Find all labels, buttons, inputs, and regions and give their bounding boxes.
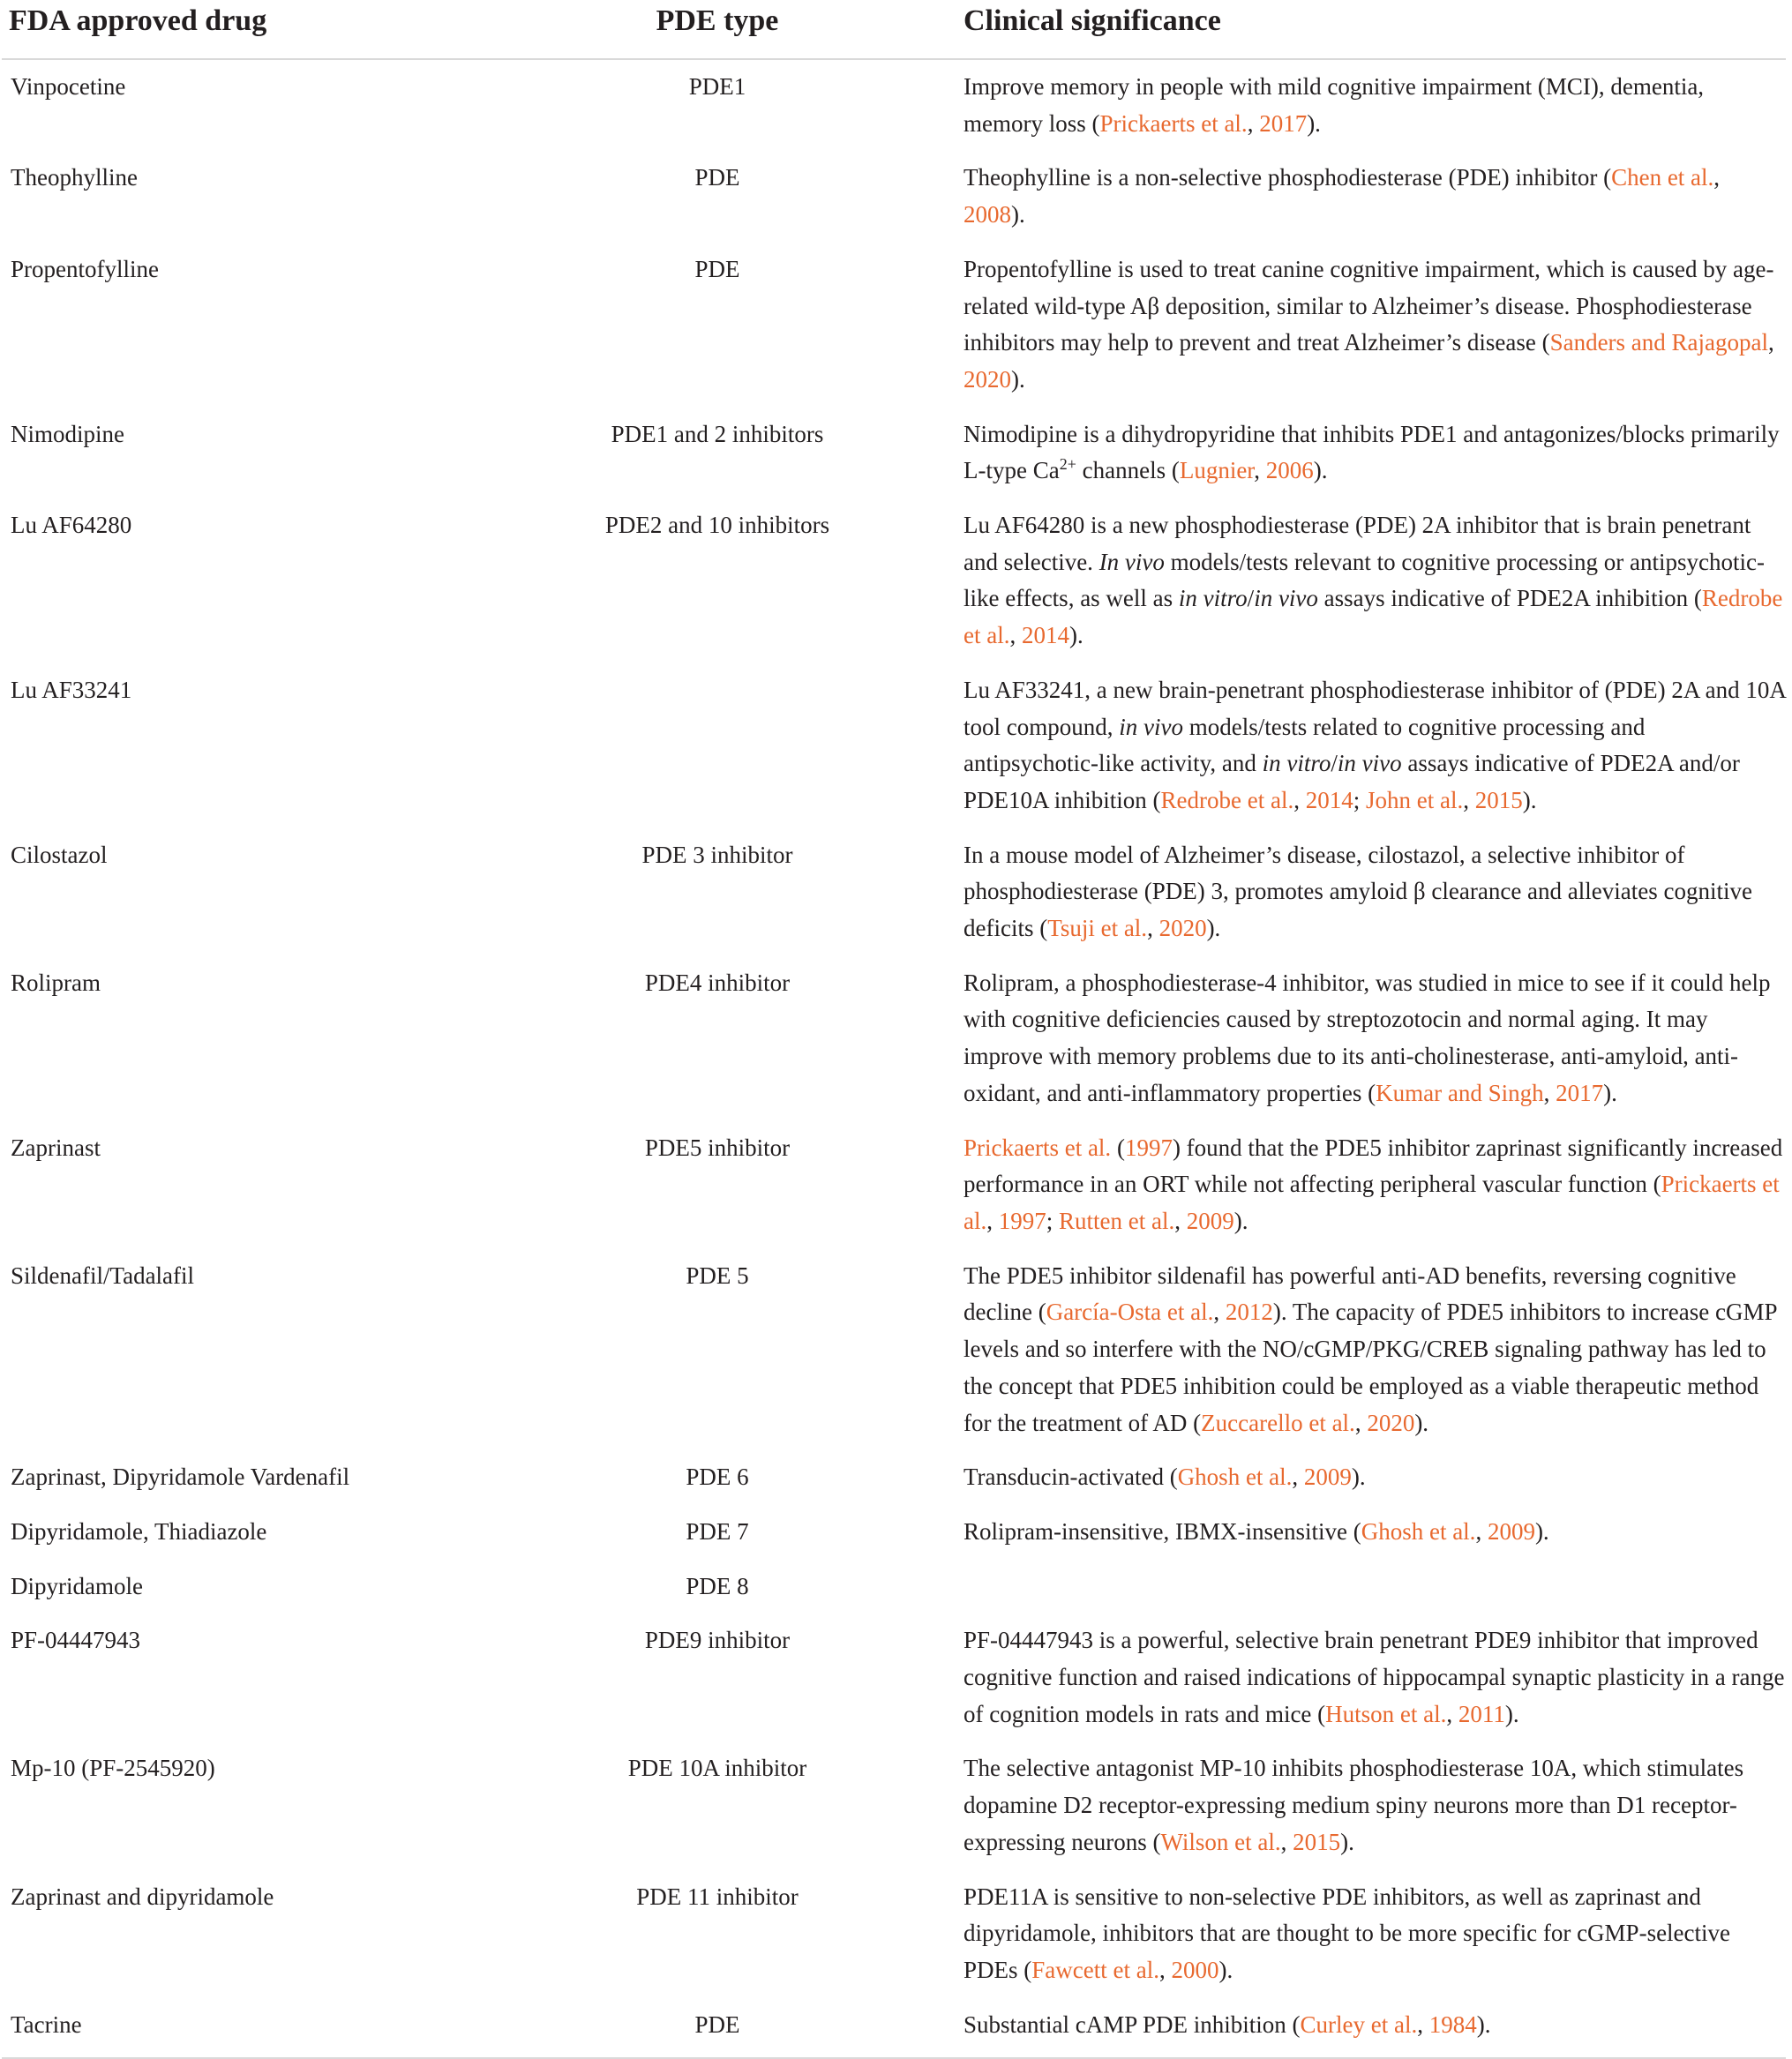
- citation-link[interactable]: Chen et al.: [1611, 164, 1714, 191]
- citation-link[interactable]: Lugnier: [1179, 457, 1255, 484]
- citation-link[interactable]: 2020: [1367, 1409, 1415, 1436]
- text-segment: ,: [1280, 1828, 1293, 1855]
- text-segment: models/tests related to cognitive processing and antipsychotic-like activity, and: [963, 713, 1646, 777]
- citation-link[interactable]: 2006: [1265, 457, 1314, 484]
- drug-cell: Zaprinast and dipyridamole: [11, 1883, 274, 1910]
- citation-link[interactable]: García-Osta et al.: [1046, 1299, 1214, 1326]
- pde-type-cell: PDE2 and 10 inhibitors: [604, 512, 830, 539]
- table-row: [2, 1505, 1786, 1560]
- citation-link[interactable]: 2017: [1259, 109, 1308, 137]
- drug-cell: Mp-10 (PF-2545920): [11, 1755, 215, 1782]
- citation-link[interactable]: 2008: [963, 201, 1011, 228]
- citation-link[interactable]: 1997: [1124, 1134, 1173, 1161]
- table-row: [2, 956, 1786, 1121]
- citation-link[interactable]: Kumar and Singh: [1376, 1079, 1544, 1106]
- citation-link[interactable]: John et al.: [1365, 786, 1464, 813]
- pde-type-cell: PDE1: [688, 73, 746, 100]
- table-row: [2, 1249, 1786, 1451]
- citation-link[interactable]: Zuccarello et al.: [1201, 1409, 1355, 1436]
- text-segment: ,: [1713, 164, 1721, 191]
- text-segment: ,: [1213, 1299, 1226, 1326]
- drug-cell: Nimodipine: [11, 420, 124, 447]
- text-segment: Transducin-activated (: [963, 1464, 1178, 1491]
- text-segment: ,: [1158, 1956, 1172, 1983]
- text-segment: ). The capacity of PDE5 inhibitors to increase cGMP levels and so interfere with the NO/cGMP/PKG/CREB signaling pathway has led to the concept that PDE5 inhibition could be employed as a viable therapeutic method for the treatment of AD (: [963, 1299, 1777, 1436]
- pde-type-cell: PDE: [694, 2010, 740, 2038]
- text-segment: Rolipram-insensitive, IBMX-insensitive (: [963, 1517, 1361, 1545]
- pde-type-cell: PDE 3 inhibitor: [641, 841, 793, 868]
- citation-link[interactable]: 2017: [1556, 1079, 1604, 1106]
- text-segment: ,: [1446, 1700, 1458, 1727]
- pde-type-cell: PDE: [694, 255, 740, 282]
- clinical-significance-cell: [939, 828, 1786, 956]
- table-row: [2, 1121, 1786, 1249]
- italic-text: in vivo: [1337, 750, 1402, 777]
- clinical-significance-cell: [939, 956, 1786, 1121]
- pde-type-cell: PDE: [694, 164, 740, 191]
- table-body: [2, 59, 1786, 2058]
- citation-link[interactable]: 2012: [1225, 1299, 1273, 1326]
- text-segment: ,: [1463, 786, 1475, 813]
- citation-link[interactable]: Redrobe et al.: [1160, 786, 1294, 813]
- citation-link[interactable]: Ghosh et al.: [1361, 1517, 1476, 1545]
- text-segment: ,: [1354, 1409, 1368, 1436]
- clinical-significance-cell: [939, 408, 1786, 498]
- text-segment: ,: [1174, 1207, 1187, 1234]
- text-segment: ).: [1504, 1700, 1519, 1727]
- text-segment: /: [1247, 585, 1255, 612]
- text-segment: ,: [1768, 329, 1774, 356]
- text-segment: PDE11A is sensitive to non-selective PDE inhibitors, as well as zaprinast and dipyridamole, inhibitors that are thought to be more specific for cGMP-selective PDEs (: [963, 1883, 1731, 1983]
- text-segment: Nimodipine is a dihydropyridine that inhibits PDE1 and antagonizes/blocks primarily L-type Ca: [963, 420, 1780, 484]
- text-segment: Propentofylline is used to treat canine cognitive impairment, which is caused by age-related wild-type Aβ deposition, similar to Alzheimer’s disease. Phosphodiesterase inhibitors may help to prevent and treat Alzheimer’s disease (: [963, 255, 1774, 356]
- citation-link[interactable]: Curley et al.: [1300, 2010, 1418, 2038]
- clinical-significance-cell: [939, 1121, 1786, 1249]
- clinical-significance-cell: [939, 1450, 1786, 1505]
- text-segment: Improve memory in people with mild cognitive impairment (MCI), dementia, memory loss (: [963, 73, 1705, 137]
- drug-cell: Cilostazol: [11, 841, 108, 868]
- text-segment: models/tests relevant to cognitive processing or antipsychotic-like effects, as well as: [963, 548, 1765, 612]
- citation-link[interactable]: Rutten et al.: [1059, 1207, 1175, 1234]
- text-segment: ,: [1543, 1079, 1556, 1106]
- text-segment: ,: [1247, 109, 1260, 137]
- header-drug: FDA approved drug: [2, 0, 496, 59]
- pde-type-cell: PDE5 inhibitor: [644, 1134, 791, 1161]
- text-segment: Substantial cAMP PDE inhibition (: [963, 2010, 1301, 2038]
- clinical-significance-cell: [939, 663, 1786, 828]
- pde-type-cell: PDE 11 inhibitor: [636, 1883, 799, 1910]
- pde-type-cell: PDE 8: [686, 1572, 749, 1599]
- citation-link[interactable]: Prickaerts et al.: [963, 1171, 1780, 1234]
- citation-link[interactable]: Prickaerts et al.: [1099, 109, 1248, 137]
- text-segment: ).: [1351, 1464, 1366, 1491]
- clinical-significance-cell: [939, 243, 1786, 408]
- text-segment: ;: [1353, 786, 1366, 813]
- text-segment: assays indicative of PDE2A and/or PDE10A inhibition (: [963, 750, 1740, 813]
- citation-link[interactable]: 2009: [1303, 1464, 1352, 1491]
- header-clinical-significance: Clinical significance: [939, 0, 1786, 59]
- citation-link[interactable]: Fawcett et al.: [1031, 1956, 1159, 1983]
- text-segment: Rolipram, a phosphodiesterase-4 inhibitor, was studied in mice to see if it could help with cognitive deficiencies caused by streptozotocin and normal aging. It may improve with memory problems due to its anti-cholinesterase, anti-amyloid, anti-oxidant, and anti-inflammatory properties (: [963, 969, 1771, 1106]
- citation-link[interactable]: 2020: [963, 365, 1011, 393]
- clinical-significance-cell: [939, 151, 1786, 242]
- italic-text: in vivo: [1254, 585, 1318, 612]
- citation-link[interactable]: 2009: [1487, 1517, 1535, 1545]
- table-row: [2, 408, 1786, 498]
- citation-link[interactable]: Ghosh et al.: [1177, 1464, 1293, 1491]
- clinical-significance-cell: [939, 1870, 1786, 1998]
- table-row: [2, 1560, 1786, 1614]
- text-segment: ).: [1414, 1409, 1429, 1436]
- text-segment: ).: [1340, 1828, 1354, 1855]
- text-segment: ).: [1313, 457, 1328, 484]
- table-row: [2, 663, 1786, 828]
- citation-link[interactable]: Sanders and Rajagopal: [1549, 329, 1768, 356]
- drug-cell: Sildenafil/Tadalafil: [11, 1262, 195, 1289]
- table-row: [2, 1870, 1786, 1998]
- table-row: [2, 1741, 1786, 1869]
- text-segment: assays indicative of PDE2A inhibition (: [1317, 585, 1702, 612]
- text-segment: In a mouse model of Alzheimer’s disease, cilostazol, a selective inhibitor of phosphodiesterase (PDE) 3, promotes amyloid β clearance and alleviates cognitive deficits (: [963, 841, 1752, 942]
- citation-link[interactable]: 1984: [1428, 2010, 1477, 2038]
- drug-cell: Rolipram: [11, 969, 101, 996]
- drug-cell: Propentofylline: [11, 255, 159, 282]
- text-segment: ).: [1218, 1956, 1233, 1983]
- clinical-significance-cell: [939, 1614, 1786, 1741]
- text-segment: ,: [986, 1207, 999, 1234]
- pde-type-cell: PDE4 inhibitor: [644, 969, 791, 996]
- citation-link[interactable]: Tsuji et al.: [1047, 915, 1148, 942]
- pde-type-cell: PDE1 and 2 inhibitors: [611, 420, 824, 447]
- citation-link[interactable]: 2009: [1186, 1207, 1234, 1234]
- drug-cell: Dipyridamole, Thiadiazole: [11, 1517, 267, 1545]
- citation-link[interactable]: Prickaerts et al.: [963, 1134, 1112, 1161]
- pde-drug-table: [2, 0, 1786, 2059]
- drug-cell: Vinpocetine: [11, 73, 126, 100]
- italic-text: in vitro: [1262, 750, 1331, 777]
- text-segment: ,: [1292, 1464, 1304, 1491]
- text-segment: Theophylline is a non-selective phosphodiesterase (PDE) inhibitor (: [963, 164, 1612, 191]
- text-segment: ,: [1254, 457, 1266, 484]
- drug-cell: Dipyridamole: [11, 1572, 143, 1599]
- clinical-significance-cell: [939, 59, 1786, 151]
- table-row: [2, 151, 1786, 242]
- table-row: [2, 828, 1786, 956]
- drug-cell: Theophylline: [11, 164, 138, 191]
- text-segment: ,: [1147, 915, 1159, 942]
- text-segment: Lu AF64280 is a new phosphodiesterase (PDE) 2A inhibitor that is brain penetrant and selective.: [963, 512, 1751, 575]
- clinical-significance-cell: [939, 1505, 1786, 1560]
- pde-type-cell: [496, 663, 939, 828]
- clinical-significance-cell: [939, 1249, 1786, 1451]
- text-segment: ) found that the PDE5 inhibitor zaprinast significantly increased performance in an ORT while not affecting peripheral vascular function (: [963, 1134, 1783, 1198]
- text-segment: ).: [1476, 2010, 1491, 2038]
- table-row: [2, 243, 1786, 408]
- citation-link[interactable]: 2020: [1158, 915, 1207, 942]
- clinical-significance-cell: [939, 498, 1786, 663]
- text-segment: ;: [1046, 1207, 1060, 1234]
- text-segment: /: [1331, 750, 1338, 777]
- citation-link[interactable]: 2014: [1021, 622, 1069, 649]
- drug-cell: Lu AF64280: [11, 512, 132, 539]
- citation-link[interactable]: 2015: [1293, 1828, 1341, 1855]
- drug-cell: PF-04447943: [11, 1627, 141, 1654]
- text-segment: (: [1111, 1134, 1125, 1161]
- pde-type-cell: PDE 6: [686, 1464, 749, 1491]
- citation-link[interactable]: Wilson et al.: [1160, 1828, 1281, 1855]
- drug-cell: Zaprinast: [11, 1134, 101, 1161]
- text-segment: ).: [1011, 201, 1025, 228]
- citation-link[interactable]: 1997: [998, 1207, 1046, 1234]
- clinical-significance-cell: [939, 1560, 1786, 1614]
- text-segment: ).: [1534, 1517, 1549, 1545]
- pde-type-cell: PDE 10A inhibitor: [627, 1755, 807, 1782]
- text-segment: ,: [1293, 786, 1306, 813]
- table-row: [2, 1614, 1786, 1741]
- text-segment: ).: [1068, 622, 1083, 649]
- citation-link[interactable]: 2014: [1305, 786, 1353, 813]
- drug-cell: Tacrine: [11, 2010, 82, 2038]
- pde-type-cell: PDE 5: [686, 1262, 749, 1289]
- text-segment: ).: [1011, 365, 1025, 393]
- italic-text: in vitro: [1178, 585, 1248, 612]
- table-row: [2, 1450, 1786, 1505]
- text-segment: ).: [1307, 109, 1321, 137]
- text-segment: PF-04447943 is a powerful, selective brain penetrant PDE9 inhibitor that improved cognitive function and raised indications of hippocampal synaptic plasticity in a range of cognition models in rats and mice (: [963, 1627, 1785, 1727]
- text-segment: ,: [1475, 1517, 1488, 1545]
- text-segment: The PDE5 inhibitor sildenafil has powerful anti-AD benefits, reversing cognitive decline (: [963, 1262, 1736, 1326]
- drug-cell: Zaprinast, Dipyridamole Vardenafil: [11, 1464, 350, 1491]
- text-segment: ,: [1009, 622, 1022, 649]
- text-segment: ).: [1603, 1079, 1617, 1106]
- citation-link[interactable]: Hutson et al.: [1325, 1700, 1447, 1727]
- table-row: [2, 59, 1786, 151]
- text-segment: ).: [1233, 1207, 1248, 1234]
- text-segment: ).: [1522, 786, 1537, 813]
- drug-cell: Lu AF33241: [11, 676, 132, 703]
- table-row: [2, 1998, 1786, 2059]
- text-segment: ,: [1417, 2010, 1429, 2038]
- superscript-text: 2+: [1059, 455, 1076, 474]
- citation-link[interactable]: 2011: [1458, 1700, 1505, 1727]
- table-row: [2, 498, 1786, 663]
- italic-text: in vivo: [1119, 713, 1183, 740]
- text-segment: The selective antagonist MP-10 inhibits phosphodiesterase 10A, which stimulates dopamine D2 receptor-expressing medium spiny neurons more than D1 receptor-expressing neurons (: [963, 1755, 1744, 1855]
- text-segment: channels (: [1076, 457, 1180, 484]
- table-header-row: [2, 0, 1786, 59]
- header-pde-type: PDE type: [496, 0, 939, 59]
- clinical-significance-cell: [939, 1998, 1786, 2059]
- citation-link[interactable]: Redrobe et al.: [963, 585, 1783, 649]
- text-segment: ).: [1206, 915, 1221, 942]
- clinical-significance-cell: [939, 1741, 1786, 1869]
- pde-type-cell: PDE9 inhibitor: [644, 1627, 791, 1654]
- citation-link[interactable]: 2000: [1171, 1956, 1219, 1983]
- italic-text: In vivo: [1098, 548, 1165, 575]
- text-segment: Lu AF33241, a new brain-penetrant phosphodiesterase inhibitor of (PDE) 2A and 10A tool compound,: [963, 676, 1786, 740]
- citation-link[interactable]: 2015: [1474, 786, 1523, 813]
- pde-type-cell: PDE 7: [686, 1517, 749, 1545]
